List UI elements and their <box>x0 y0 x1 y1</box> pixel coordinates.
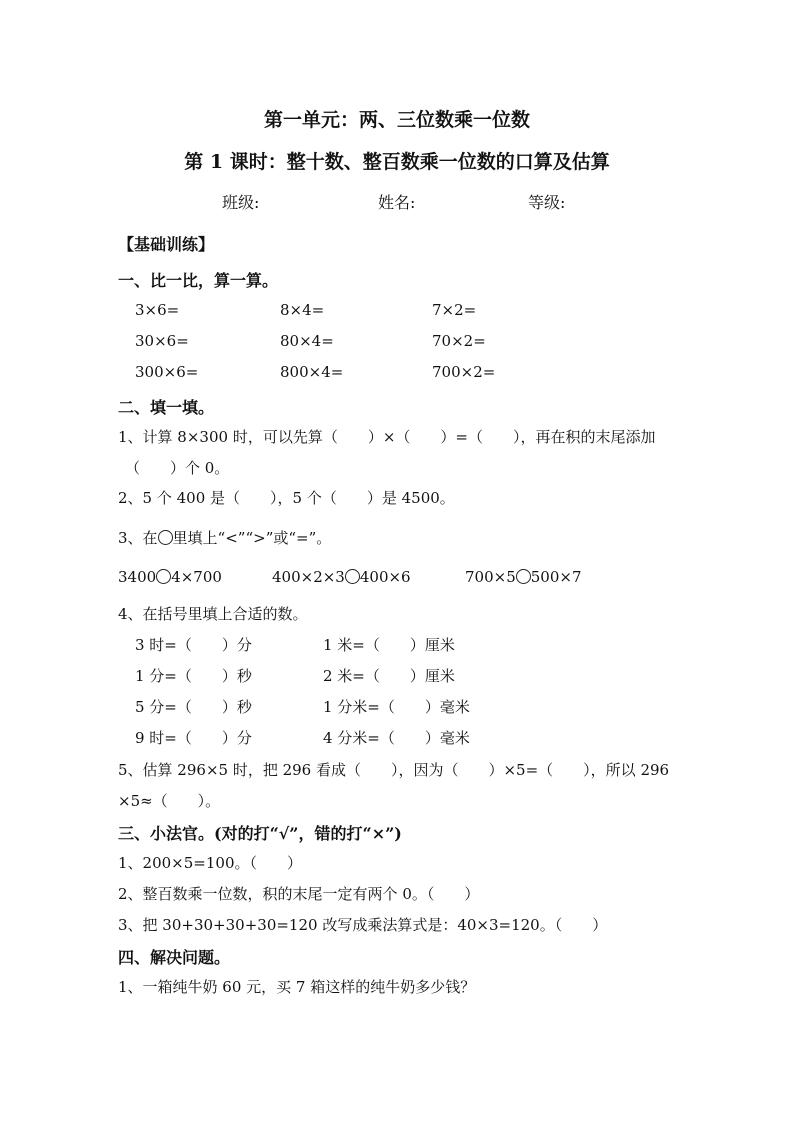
fill-q1-line2: （ ）个 0。 <box>125 459 230 477</box>
unit-item: 1 米=（ ）厘米 <box>323 636 455 654</box>
calc-item: 800×4= <box>280 363 344 381</box>
compare-right: 4×700 <box>171 568 222 586</box>
calc-item: 3×6= <box>135 301 180 319</box>
compare-right: 400×6 <box>359 568 411 586</box>
circle-icon <box>158 530 173 545</box>
unit-item: 1 分=（ ）秒 <box>135 667 252 685</box>
compare-circle-icon[interactable] <box>345 569 360 584</box>
section-3-header: 三、小法官。(对的打“√”，错的打“×”) <box>118 824 402 843</box>
unit-item: 2 米=（ ）厘米 <box>323 667 455 685</box>
compare-item <box>465 568 582 586</box>
compare-left: 400×2×3 <box>272 568 345 586</box>
compare-item <box>272 568 411 586</box>
compare-left: 700×5 <box>465 568 516 586</box>
fill-q4: 4、在括号里填上合适的数。 <box>118 605 308 623</box>
section-4-header: 四、解决问题。 <box>118 948 231 967</box>
fill-q5-line1: 5、估算 296×5 时，把 296 看成（ ），因为（ ）×5=（ ），所以 296 <box>118 761 670 779</box>
page-subtitle: 第 1 课时：整十数、整百数乘一位数的口算及估算 <box>184 151 610 173</box>
unit-item: 1 分米=（ ）毫米 <box>323 698 470 716</box>
compare-circle-icon[interactable] <box>516 569 531 584</box>
calc-item: 300×6= <box>135 363 199 381</box>
unit-item: 3 时=（ ）分 <box>135 636 252 654</box>
fill-q1-line1: 1、计算 8×300 时，可以先算（ ）×（ ）=（ ），再在积的末尾添加 <box>118 428 656 446</box>
problem-item: 1、一箱纯牛奶 60 元，买 7 箱这样的纯牛奶多少钱？ <box>118 978 476 996</box>
section-1-header: 一、比一比，算一算。 <box>118 271 279 290</box>
unit-item: 4 分米=（ ）毫米 <box>323 729 470 747</box>
calc-item: 80×4= <box>280 332 334 350</box>
calc-item: 70×2= <box>432 332 486 350</box>
compare-item <box>118 568 222 586</box>
calc-item: 30×6= <box>135 332 189 350</box>
class-label: 班级: <box>222 193 260 212</box>
calc-item: 700×2= <box>432 363 496 381</box>
calc-item: 8×4= <box>280 301 325 319</box>
fill-q3-pre: 3、在 <box>118 529 158 547</box>
fill-q3 <box>118 527 331 548</box>
compare-circle-icon[interactable] <box>156 569 171 584</box>
judge-item: 1、200×5=100。（ ） <box>118 854 302 872</box>
judge-item: 3、把 30+30+30+30=120 改写成乘法算式是：40×3=120。（ ） <box>118 916 608 934</box>
fill-q2: 2、5 个 400 是（ ），5 个（ ）是 4500。 <box>118 489 455 507</box>
section-2-header: 二、填一填。 <box>118 398 215 417</box>
grade-label: 等级: <box>528 193 566 212</box>
judge-item: 2、整百数乘一位数，积的末尾一定有两个 0。（ ） <box>118 885 480 903</box>
unit-item: 9 时=（ ）分 <box>135 729 252 747</box>
basic-training-header: 【基础训练】 <box>118 235 215 254</box>
fill-q5-line2: ×5≈（ ）。 <box>118 792 221 810</box>
name-label: 姓名: <box>378 193 416 212</box>
page-title: 第一单元：两、三位数乘一位数 <box>263 109 530 131</box>
calc-item: 7×2= <box>432 301 477 319</box>
compare-right: 500×7 <box>530 568 582 586</box>
unit-item: 5 分=（ ）秒 <box>135 698 252 716</box>
compare-left: 3400 <box>118 568 157 586</box>
fill-q3-post: 里填上“<”“>”或“=”。 <box>172 529 332 547</box>
